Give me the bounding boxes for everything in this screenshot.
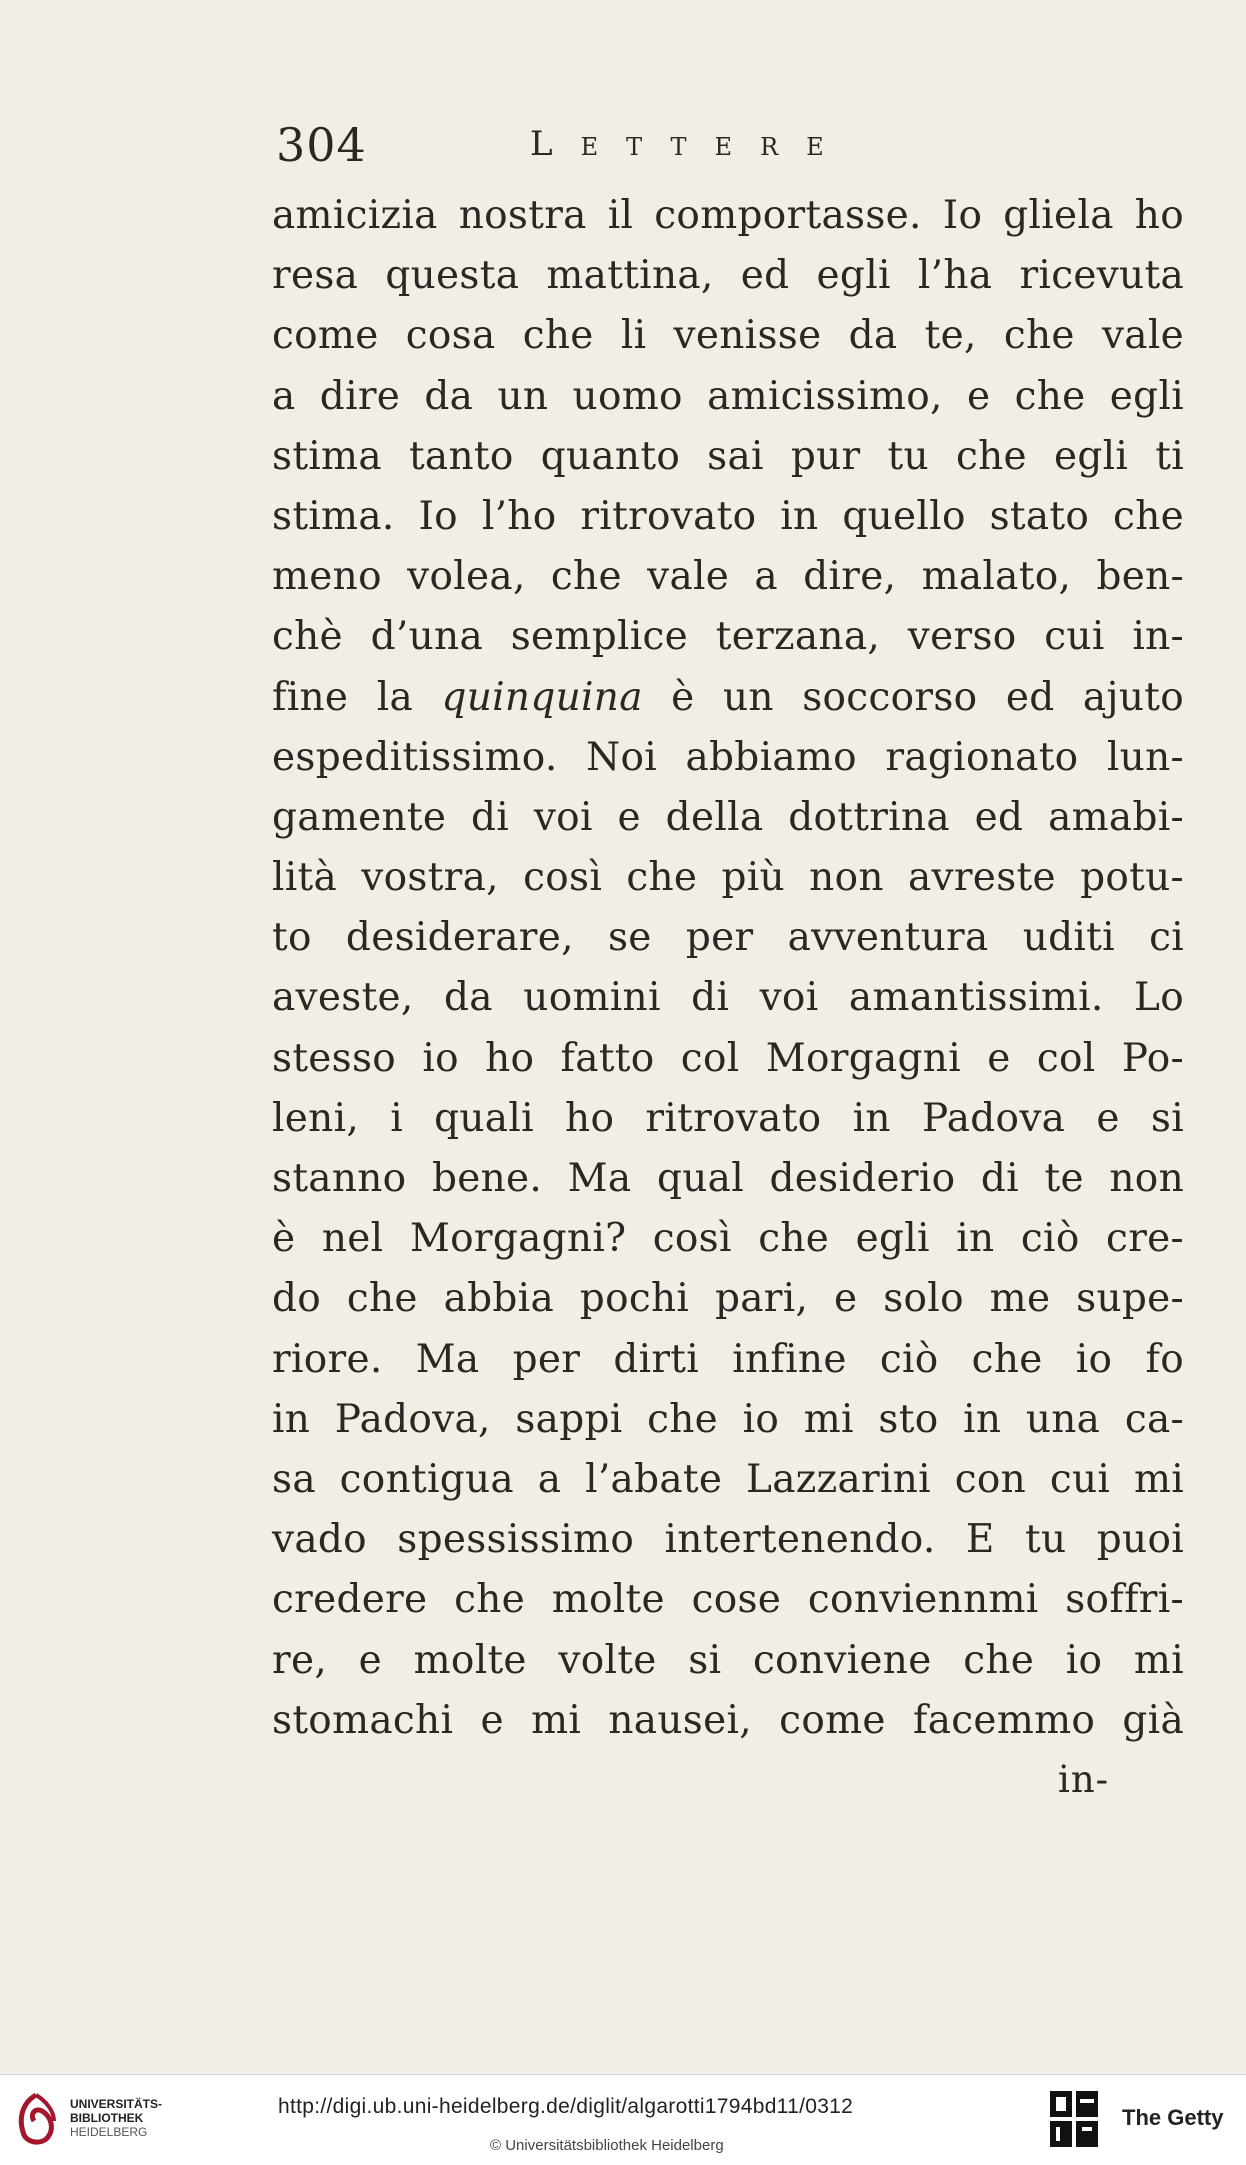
text-line: riore. Ma per dirti infine ciò che io fo: [272, 1336, 1184, 1382]
page-number: 304: [276, 118, 367, 172]
text-line: chè d’una semplice terzana, verso cui in-: [272, 614, 1184, 660]
running-title: Lettere: [530, 124, 852, 164]
text-line: in Padova, sappi che io mi sto in una ca-: [272, 1396, 1184, 1442]
text-line: sa contigua a l’abate Lazzarini con cui mi: [272, 1456, 1184, 1502]
copyright-notice: © Universitätsbibliothek Heidelberg: [490, 2137, 724, 2154]
text-line: amicizia nostra il comportasse. Io gliela ho: [272, 193, 1184, 238]
catchword: in-: [1058, 1758, 1110, 1801]
text-line: come cosa che li venisse da te, che vale: [272, 313, 1184, 359]
viewer-footer: [0, 2074, 1246, 2165]
page-url-link[interactable]: http://digi.ub.uni-heidelberg.de/diglit/algarotti1794bd11/0312: [278, 2095, 854, 2118]
text-line: a dire da un uomo amicissimo, e che egli: [272, 373, 1184, 419]
library-name: UNIVERSITÄTS- BIBLIOTHEK HEIDELBERG: [70, 2097, 163, 2139]
text-line: stima. Io l’ho ritrovato in quello stato che: [272, 493, 1184, 539]
text-line: resa questa mattina, ed egli l’ha ricevuta: [272, 253, 1184, 299]
text-line: do che abbia pochi pari, e solo me supe-: [272, 1276, 1184, 1322]
text-line: fine la quinquina è un soccorso ed ajuto: [272, 674, 1184, 720]
text-line: to desiderare, se per avventura uditi ci: [272, 915, 1184, 961]
text-line: stesso io ho fatto col Morgagni e col Po-: [272, 1035, 1184, 1081]
text-line: aveste, da uomini di voi amantissimi. Lo: [272, 975, 1184, 1021]
text-line: stanno bene. Ma qual desiderio di te non: [272, 1156, 1184, 1201]
text-line: espeditissimo. Noi abbiamo ragionato lun-: [272, 734, 1184, 780]
body-text: [272, 186, 1184, 1751]
text-line: credere che molte cose conviennmi soffri-: [272, 1577, 1184, 1623]
italic-term: quinquina: [441, 674, 643, 720]
text-line: re, e molte volte si conviene che io mi: [272, 1637, 1184, 1683]
text-line: è nel Morgagni? così che egli in ciò cre-: [272, 1216, 1184, 1262]
text-line: vado spessissimo intertenendo. E tu puoi: [272, 1517, 1184, 1563]
text-line: lità vostra, così che più non avreste potu-: [272, 855, 1184, 901]
getty-logo-icon: [1048, 2089, 1100, 2151]
university-library-logo-icon: [12, 2089, 60, 2149]
text-line: stima tanto quanto sai pur tu che egli ti: [272, 433, 1184, 479]
text-line: stomachi e mi nausei, come facemmo già: [272, 1697, 1184, 1743]
text-line: gamente di voi e della dottrina ed amabi-: [272, 794, 1184, 840]
getty-name: The Getty: [1122, 2105, 1224, 2130]
text-line: leni, i quali ho ritrovato in Padova e si: [272, 1095, 1184, 1141]
page-header: [276, 118, 976, 178]
text-line: meno volea, che vale a dire, malato, ben-: [272, 554, 1184, 600]
